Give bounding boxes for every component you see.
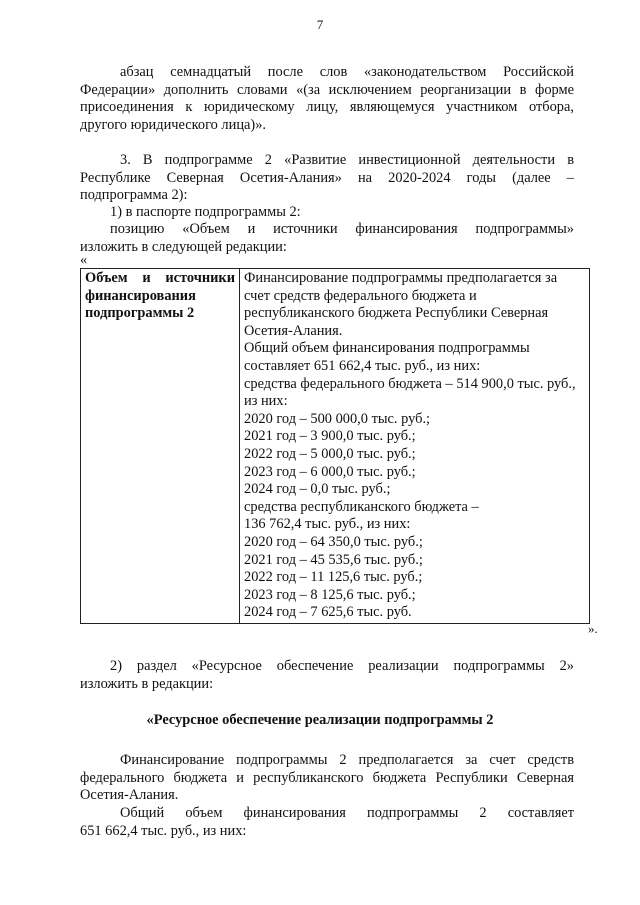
cell-line: республиканского бюджета Республики Северная (244, 305, 549, 322)
cell-line: 2021 год – 3 900,0 тыс. руб.; (244, 428, 416, 445)
text-line: подпрограмма 2): (80, 187, 188, 204)
text-line: изложить в редакции: (80, 675, 214, 692)
item-resource-section (80, 658, 574, 693)
text-line: 651 662,4 тыс. руб., из них: (80, 822, 247, 839)
cell-line: Осетия-Алания. (244, 322, 343, 339)
cell-line: 2024 год – 0,0 тыс. руб.; (244, 481, 391, 498)
text-line: абзац семнадцатый после слов «законодательством Российской (120, 64, 574, 80)
paragraph-total (80, 805, 574, 840)
cell-line: счет средств федерального бюджета и (244, 287, 477, 304)
cell-line: Общий объем финансирования подпрограммы (244, 340, 530, 357)
paragraph-financing (80, 752, 574, 805)
close-quote-mark: ». (588, 621, 598, 636)
text-line: Федерации» дополнить словами «(за исключением реорганизации в форме (80, 81, 574, 98)
cell-line: 136 762,4 тыс. руб., из них: (244, 516, 411, 533)
cell-line: 2023 год – 8 125,6 тыс. руб.; (244, 586, 416, 603)
section-heading: «Ресурсное обеспечение реализации подпрограммы 2 (146, 712, 494, 728)
paragraph-amendment-17 (80, 64, 574, 134)
financing-table (80, 268, 590, 624)
text-line: Общий объем финансирования подпрограммы 2 составляет (120, 805, 574, 821)
cell-line: средства республиканского бюджета – (244, 498, 479, 515)
text-line: присоединения к юридическому лицу, являющемуся участником отбора, (80, 99, 574, 116)
text-line: федерального бюджета и республиканского бюджета Республики Северная (80, 769, 574, 786)
table-cell-value (240, 269, 590, 624)
paragraph-subprogram-2 (80, 152, 574, 205)
cell-line: финансирования (85, 287, 196, 304)
cell-line: подпрограммы 2 (85, 305, 195, 322)
table-cell-label (81, 269, 240, 624)
open-quote-mark: « (80, 252, 88, 268)
item-passport (80, 204, 574, 222)
text-line: 1) в паспорте подпрограммы 2: (110, 204, 301, 220)
cell-line: из них: (244, 393, 288, 410)
text-line: Финансирование подпрограммы 2 предполагается за счет средств (120, 752, 574, 768)
cell-line: 2023 год – 6 000,0 тыс. руб.; (244, 463, 416, 480)
cell-line: 2020 год – 64 350,0 тыс. руб.; (244, 533, 423, 550)
paragraph-position (80, 221, 574, 256)
cell-line: составляет 651 662,4 тыс. руб., из них: (244, 357, 481, 374)
text-line: 3. В подпрограмме 2 «Развитие инвестиционной деятельности в (120, 152, 574, 168)
cell-line: Объем и источники (85, 270, 235, 286)
cell-line: Финансирование подпрограммы предполагается за (244, 270, 558, 286)
cell-line: 2022 год – 11 125,6 тыс. руб.; (244, 569, 423, 586)
text-line: позицию «Объем и источники финансирования подпрограммы» (110, 221, 574, 237)
text-line: Республике Северная Осетия-Алания» на 2020-2024 годы (далее – (80, 169, 574, 186)
cell-line: 2024 год – 7 625,6 тыс. руб. (244, 604, 412, 621)
text-line: Осетия-Алания. (80, 787, 179, 804)
text-line: изложить в следующей редакции: (80, 238, 287, 255)
cell-line: средства федерального бюджета – 514 900,0 тыс. руб., (244, 375, 576, 392)
page-number: 7 (316, 17, 324, 32)
cell-line: 2022 год – 5 000,0 тыс. руб.; (244, 445, 416, 462)
cell-line: 2020 год – 500 000,0 тыс. руб.; (244, 410, 431, 427)
text-line: другого юридического лица)». (80, 116, 266, 133)
cell-line: 2021 год – 45 535,6 тыс. руб.; (244, 551, 423, 568)
table-row (81, 269, 590, 624)
text-line: 2) раздел «Ресурсное обеспечение реализации подпрограммы 2» (110, 658, 574, 674)
